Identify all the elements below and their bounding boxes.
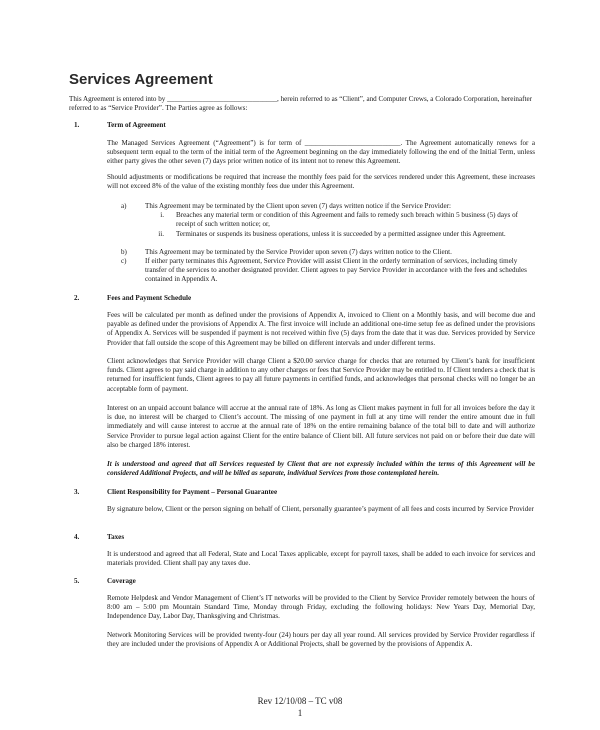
sub-item-label: ii. [158,230,164,238]
section-number: 4. [74,533,80,541]
footer-revision: Rev 12/10/08 – TC v08 [257,696,343,706]
paragraph: The Managed Services Agreement (“Agreement”) is for term of ___________________________. The Agreement automatically renews for a subsequent term equal to the term of the initial term of the Agreement beginning on the day immediately following the end of the Initial Term, unless either party gives the other seven (7) days prior written notice of its intent not to renew this Agreement. [107,139,535,166]
list-item-text: If either party terminates this Agreement, Service Provider will assist Client in the orderly termination of services, including timely transfer of the services to another designated provider. Client agrees to pay Service Provider in accordance with the fees and schedules contained in Appendix A. [145,257,527,284]
paragraph: Interest on an unpaid account balance will accrue at the annual rate of 18%. As long as Client makes payment in full for all invoices before the day it is due, no interest will be charged to Client’s account. The missing of one payment in full at any time will render the entire amount due in full immediately and will cause interest to accrue at the annual rate of 18% on the entire remaining balance of the total bill to date and will authorize Service Provider to pursue legal action against Client for the entire balance of Client bill. All future services not paid on or before their due date will also be charged 18% interest. [107,404,535,449]
section-heading-coverage: Coverage [107,577,136,585]
section-number: 2. [74,294,80,302]
sub-item-text: Terminates or suspends its business operations, unless it is succeeded by a permitted assignee under this Agreement. [176,230,506,238]
section-heading-term: Term of Agreement [107,121,166,129]
list-item-text: This Agreement may be terminated by the Service Provider upon seven (7) days written notice to the Client. [145,248,452,256]
list-item-label: b) [121,248,127,256]
list-item-text: This Agreement may be terminated by the Client upon seven (7) days written notice if the Service Provider: [145,202,451,210]
paragraph: Should adjustments or modifications be required that increase the monthly fees paid for the services rendered under this Agreement, these increases will not exceed 8% of the value of the existing monthly fees due under this Agreement. [107,173,535,191]
document-title: Services Agreement [69,71,213,88]
section-number: 3. [74,488,80,496]
paragraph: Client acknowledges that Service Provider will charge Client a $20.00 service charge for checks that are returned by Client’s bank for insufficient funds. Client agrees to pay said charge in addition to any other charges or fees that Service Provider may be entitled to. If Client tenders a check that is returned for insufficient funds, Client agrees to pay all future payments in certified funds, and acknowledges that personal checks will no longer be an acceptable form of payment. [107,357,535,393]
paragraph: Remote Helpdesk and Vendor Management of Client’s IT networks will be provided to the Client by Service Provider remotely between the hours of 8:00 am – 5:00 pm Mountain Standard Time, Monday through Friday, excluding the following holidays: New Years Day, Memorial Day, Independence Day, Labor Day, Thanksgiving and Christmas. [107,594,535,621]
section-number: 1. [74,121,80,129]
paragraph: It is understood and agreed that all Federal, State and Local Taxes applicable, except for payroll taxes, shall be added to each invoice for services and materials provided. Client shall pay any taxes due. [107,550,535,568]
section-heading-taxes: Taxes [107,533,125,541]
sub-item-text: Breaches any material term or condition of this Agreement and fails to remedy such breach within 5 business (5) days of receipt of such written notice; or, [176,211,518,229]
section-heading-responsibility: Client Responsibility for Payment – Personal Guarantee [107,488,278,496]
paragraph: Network Monitoring Services will be provided twenty-four (24) hours per day all year round. All services provided by Service Provider regardless if they are included under the provisions of Appendix A or Additional Projects, shall be governed by the provisions of Appendix A. [107,631,535,649]
page-number: 1 [297,708,303,718]
list-item-label: a) [121,202,127,210]
sub-item-label: i. [160,211,164,219]
section-number: 5. [74,577,80,585]
paragraph: Fees will be calculated per month as defined under the provisions of Appendix A, invoiced to Client on a Monthly basis, and will become due and payable as defined under the provisions of Appendix A. The first invoice will include an additional one-time setup fee as defined under the provisions of Appendix A. Services will be suspended if payment is not received within five (5) days from the date that it was due. Services provided by Service Provider that fall outside the scope of this Agreement may be billed on different intervals and under different terms. [107,311,535,347]
section-heading-fees: Fees and Payment Schedule [107,294,192,302]
intro-paragraph: This Agreement is entered into by _______________________________, herein referred to as “Client”, and Computer Crews, a Colorado Corporation, hereinafter referred to as “Service Provider”. The Parties agree as follows: [69,95,532,113]
emphasis-paragraph: It is understood and agreed that all Services requested by Client that are not expressly included within the terms of this Agreement will be considered Additional Projects, and will be billed as separate, individual Services from those contemplated herein. [107,460,535,478]
list-item-label: c) [121,257,127,265]
paragraph: By signature below, Client or the person signing on behalf of Client, personally guarantee’s payment of all fees and costs incurred by Service Provider [107,505,534,513]
